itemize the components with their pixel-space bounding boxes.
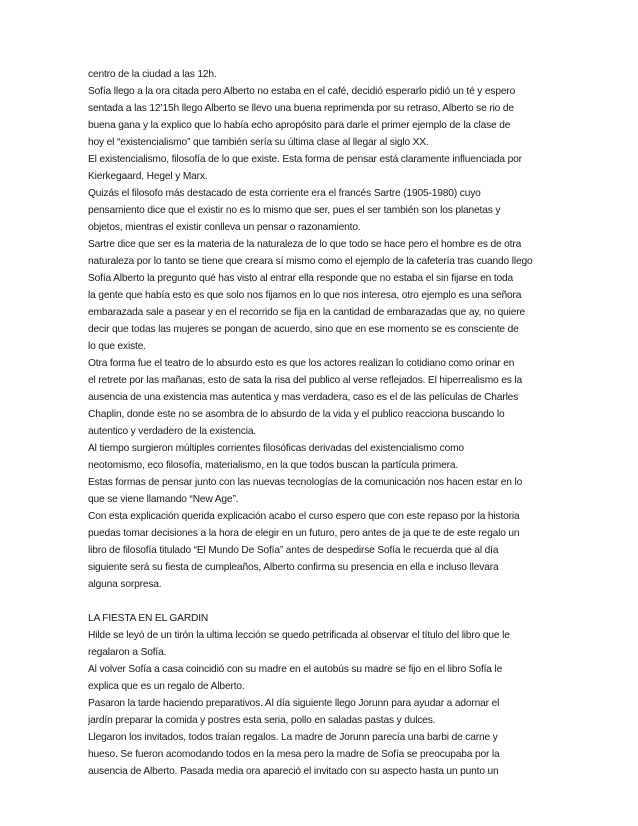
document-body: [88, 66, 554, 780]
text-line: hoy el “existencialismo” que también sería su última clase al llegar al siglo XX.: [88, 137, 429, 148]
text-line: hueso. Se fueron acomodando todos en la mesa pero la madre de Sofía se preocupaba por la: [88, 749, 500, 760]
text-line: autentico y verdadero de la existencia.: [88, 426, 257, 437]
text-line: Chaplin, donde este no se asombra de lo absurdo de la vida y el publico reacciona buscando lo: [88, 409, 505, 420]
text-line: el retrete por las mañanas, esto de sata la risa del publico al verse reflejados. El hiperrealismo es la: [88, 375, 523, 386]
text-line: la gente que había esto es que solo nos fijamos en lo que nos interesa, otro ejemplo es una señora: [88, 290, 522, 301]
text-line: Sofía llego a la ora citada pero Alberto no estaba en el café, decidió esperarlo pidió un té y espero: [88, 86, 516, 97]
text-line: decir que todas las mujeres se pongan de acuerdo, sino que en ese momento se es consciente de: [88, 324, 519, 335]
text-line: siguiente será su fiesta de cumpleaños, Alberto confirma su presencia en ella e incluso llevara: [88, 562, 499, 573]
text-line: que se viene llamando “New Age”.: [88, 494, 239, 505]
text-line: objetos, mientras el existir conlleva un pensar o razonamiento.: [88, 222, 361, 233]
text-line: naturaleza por lo tanto se tiene que creara sí mismo como el ejemplo de la cafetería tras cuando llego: [88, 256, 533, 267]
text-line: lo que existe.: [88, 341, 146, 352]
text-line: Hilde se leyó de un tirón la ultima lección se quedo petrificada al observar el título del libro que le: [88, 630, 510, 641]
text-line: Kierkegaard, Hegel y Marx.: [88, 171, 208, 182]
text-line: pensamiento dice que el existir no es lo mismo que ser, pues el ser también son los planetas y: [88, 205, 501, 216]
text-line: Llegaron los invitados, todos traían regalos. La madre de Jorunn parecía una barbi de carne y: [88, 732, 498, 743]
text-line: Al volver Sofía a casa coincidió con su madre en el autobús su madre se fijo en el libro Sofía le: [88, 664, 503, 675]
text-line: Con esta explicación querida explicación acabo el curso espero que con este repaso por la historia: [88, 511, 520, 522]
text-line: ausencia de Alberto. Pasada media ora apareció el invitado con su aspecto hasta un punto un: [88, 766, 499, 777]
text-line: neotomismo, eco filosofía, materialismo, en la que todos buscan la partícula primera.: [88, 460, 459, 471]
text-line: Otra forma fue el teatro de lo absurdo esto es que los actores realizan lo cotidiano como orinar en: [88, 358, 515, 369]
text-line: Quizás el filosofo más destacado de esta corriente era el francés Sartre (1905-1980) cuyo: [88, 188, 481, 199]
text-line: Estas formas de pensar junto con las nuevas tecnologías de la comunicación nos hacen estar en lo: [88, 477, 523, 488]
text-line: buena gana y la explico que lo había echo apropósito para darle el primer ejemplo de la clase de: [88, 120, 511, 131]
text-line: regalaron a Sofía.: [88, 647, 167, 658]
text-line: ausencia de una existencia mas autentica y mas verdadera, caso es el de las películas de Charles: [88, 392, 519, 403]
text-line: explica que es un regalo de Alberto.: [88, 681, 245, 692]
text-line: alguna sorpresa.: [88, 579, 162, 590]
text-line: libro de filosofía titulado “El Mundo De Sofía” antes de despedirse Sofía le recuerda que al día: [88, 545, 499, 556]
text-line: jardín preparar la comida y postres esta seria, pollo en saladas pastas y dulces.: [88, 715, 436, 726]
text-line: Sofía Alberto la pregunto qué has visto al entrar ella responde que no estaba el sin fijarse en toda: [88, 273, 514, 284]
text-line: Pasaron la tarde haciendo preparativos. Al día siguiente llego Jorunn para ayudar a adornar el: [88, 698, 500, 709]
blank-line: [88, 593, 554, 610]
text-line: El existencialismo, filosofía de lo que existe. Esta forma de pensar está claramente influenciada por: [88, 154, 522, 165]
section-heading: LA FIESTA EN EL GARDIN: [88, 613, 209, 624]
text-line: sentada a las 12’15h llego Alberto se llevo una buena reprimenda por su retraso, Alberto se rio de: [88, 103, 514, 114]
text-line: embarazada sale a pasear y en el recorrido se fija en la cantidad de embarazadas que ay, no quiere: [88, 307, 526, 318]
text-line: Al tiempo surgieron múltiples corrientes filosóficas derivadas del existencialismo como: [88, 443, 464, 454]
text-line: centro de la ciudad a las 12h.: [88, 69, 217, 80]
text-line: Sartre dice que ser es la materia de la naturaleza de lo que todo se hace pero el hombre es de otra: [88, 239, 522, 250]
text-line: puedas tomar decisiones a la hora de elegir en un futuro, pero antes de ja que te de este regalo un: [88, 528, 520, 539]
